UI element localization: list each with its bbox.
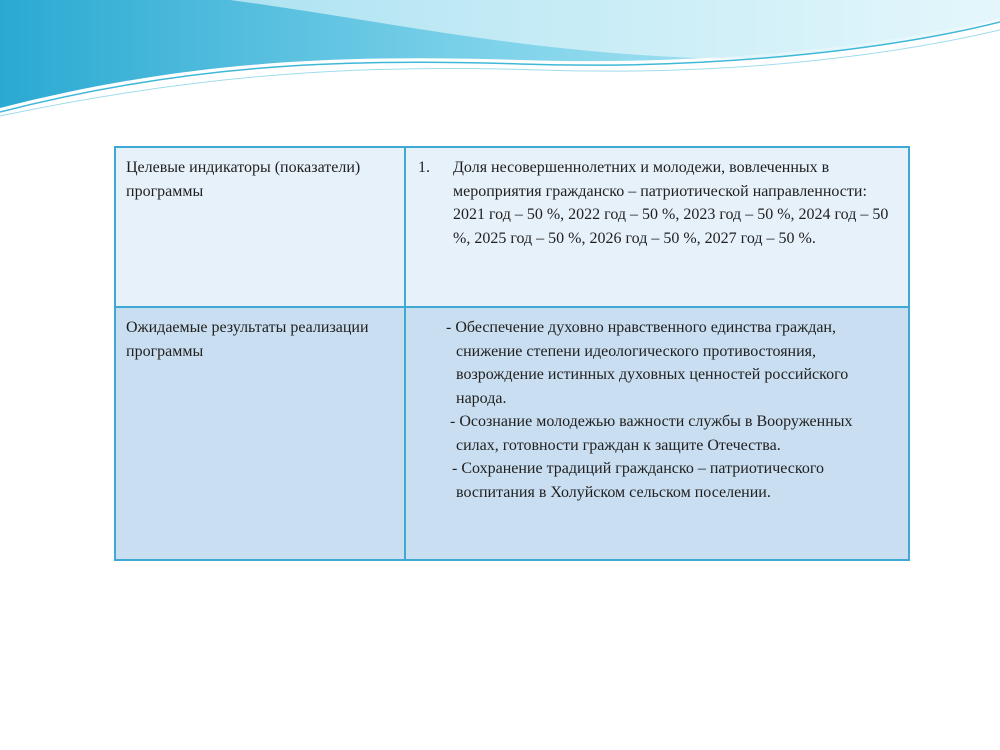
- result-item: - Осознание молодежью важности службы в Вооруженных силах, готовности граждан к защите Отечества.: [450, 413, 853, 454]
- expected-results-label: Ожидаемые результаты реализации программы: [115, 307, 405, 560]
- header-wave-decoration: [0, 0, 1000, 120]
- program-passport-table: [114, 146, 910, 561]
- table-row: [115, 307, 909, 560]
- result-item: - Обеспечение духовно нравственного единства граждан, снижение степени идеологического противостояния, возрождение истинных духовных ценностей российского народа.: [446, 319, 849, 407]
- list-item-text: Доля несовершеннолетних и молодежи, вовлеченных в мероприятия гражданско – патриотической направленности: 2021 год – 50 %, 2022 год – 50 %, 2023 год – 50 %, 2024 год – 50 %, 2025 год – 50 %, 2026 год – 50 %, 2027 год – 50 %.: [453, 159, 889, 247]
- numbered-list-item: [418, 156, 896, 250]
- list-number: 1.: [418, 159, 430, 176]
- table-row: [115, 147, 909, 307]
- target-indicators-value: [405, 147, 909, 307]
- result-item: - Сохранение традиций гражданско – патриотического воспитания в Холуйском сельском поселении.: [452, 460, 824, 501]
- expected-results-value: [405, 307, 909, 560]
- target-indicators-label: Целевые индикаторы (показатели) программы: [115, 147, 405, 307]
